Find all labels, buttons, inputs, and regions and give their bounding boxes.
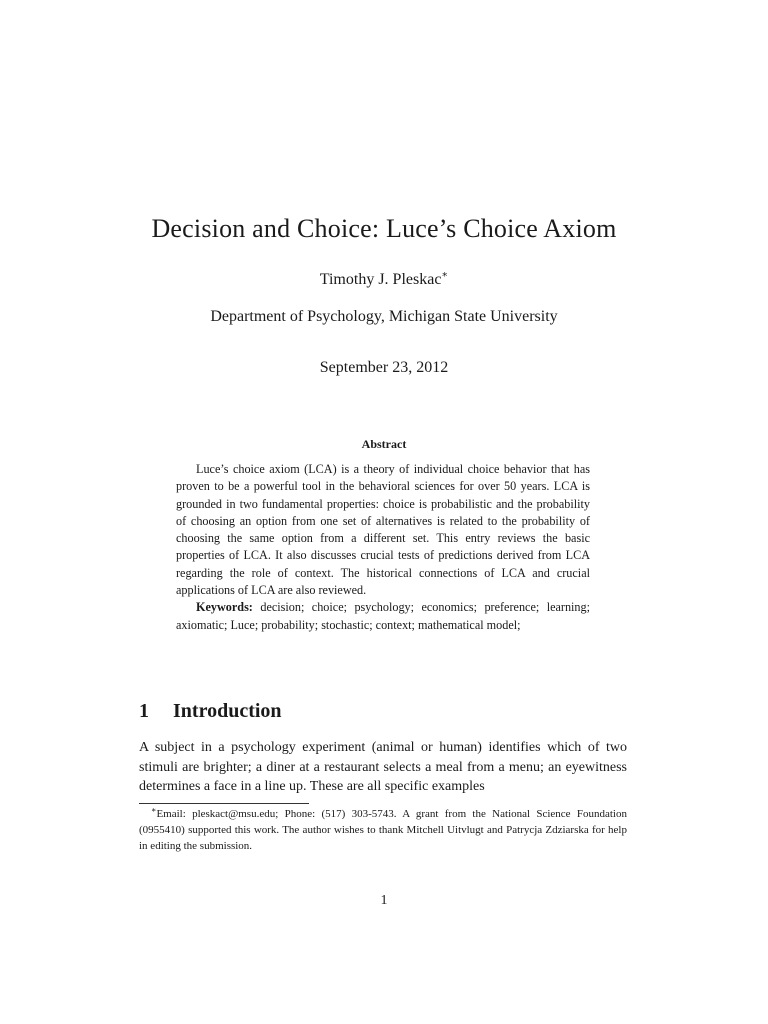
abstract-heading: Abstract	[361, 437, 407, 451]
keywords-label: Keywords:	[196, 600, 253, 615]
author-footnote-mark: ∗	[441, 269, 449, 281]
footnote-rule	[139, 803, 309, 804]
section-number: 1	[139, 700, 149, 722]
abstract-body	[176, 461, 590, 634]
keywords-paragraph	[176, 599, 590, 634]
footnote-text: Email: pleskact@msu.edu; Phone: (517) 303-5743. A grant from the National Science Foundation (0955410) supported this work. The author wishes to thank Mitchell Uitvlugt and Patrycja Zdziarska for help in editing the submission.	[139, 808, 627, 852]
paper-title: Decision and Choice: Luce’s Choice Axiom	[151, 214, 617, 243]
introduction-body	[139, 738, 627, 797]
footnote	[139, 806, 627, 854]
section-title: Introduction	[173, 700, 282, 722]
footnote-paragraph	[139, 806, 627, 854]
section-heading-introduction	[139, 700, 282, 723]
footnote-mark: ∗	[151, 805, 157, 815]
keywords-list: decision; choice; psychology; economics; preference; learning; axiomatic; Luce; probability; stochastic; context; mathematical model;	[176, 600, 591, 632]
abstract-text: Luce’s choice axiom (LCA) is a theory of individual choice behavior that has proven to be a powerful tool in the behavioral sciences for over 50 years. LCA is grounded in two fundamental properties: choice is probabilistic and the probability of choosing an option from one set of alternatives is related to the probability of choosing the same option from a different set. This entry reviews the basic properties of LCA. It also discusses crucial tests of predictions derived from LCA regarding the role of context. The historical connections of LCA and crucial applications of LCA are also reviewed.	[176, 462, 590, 598]
paper-date: September 23, 2012	[319, 359, 449, 376]
page-number: 1	[380, 893, 388, 908]
author-name	[0, 271, 768, 289]
author-name-text: Timothy J. Pleskac	[319, 271, 442, 288]
author-affiliation: Department of Psychology, Michigan State University	[210, 308, 558, 325]
introduction-paragraph: A subject in a psychology experiment (animal or human) identifies which of two stimuli are brighter; a diner at a restaurant selects a meal from a menu; an eyewitness determines a face in a line up. These are all specific examples	[139, 740, 627, 795]
